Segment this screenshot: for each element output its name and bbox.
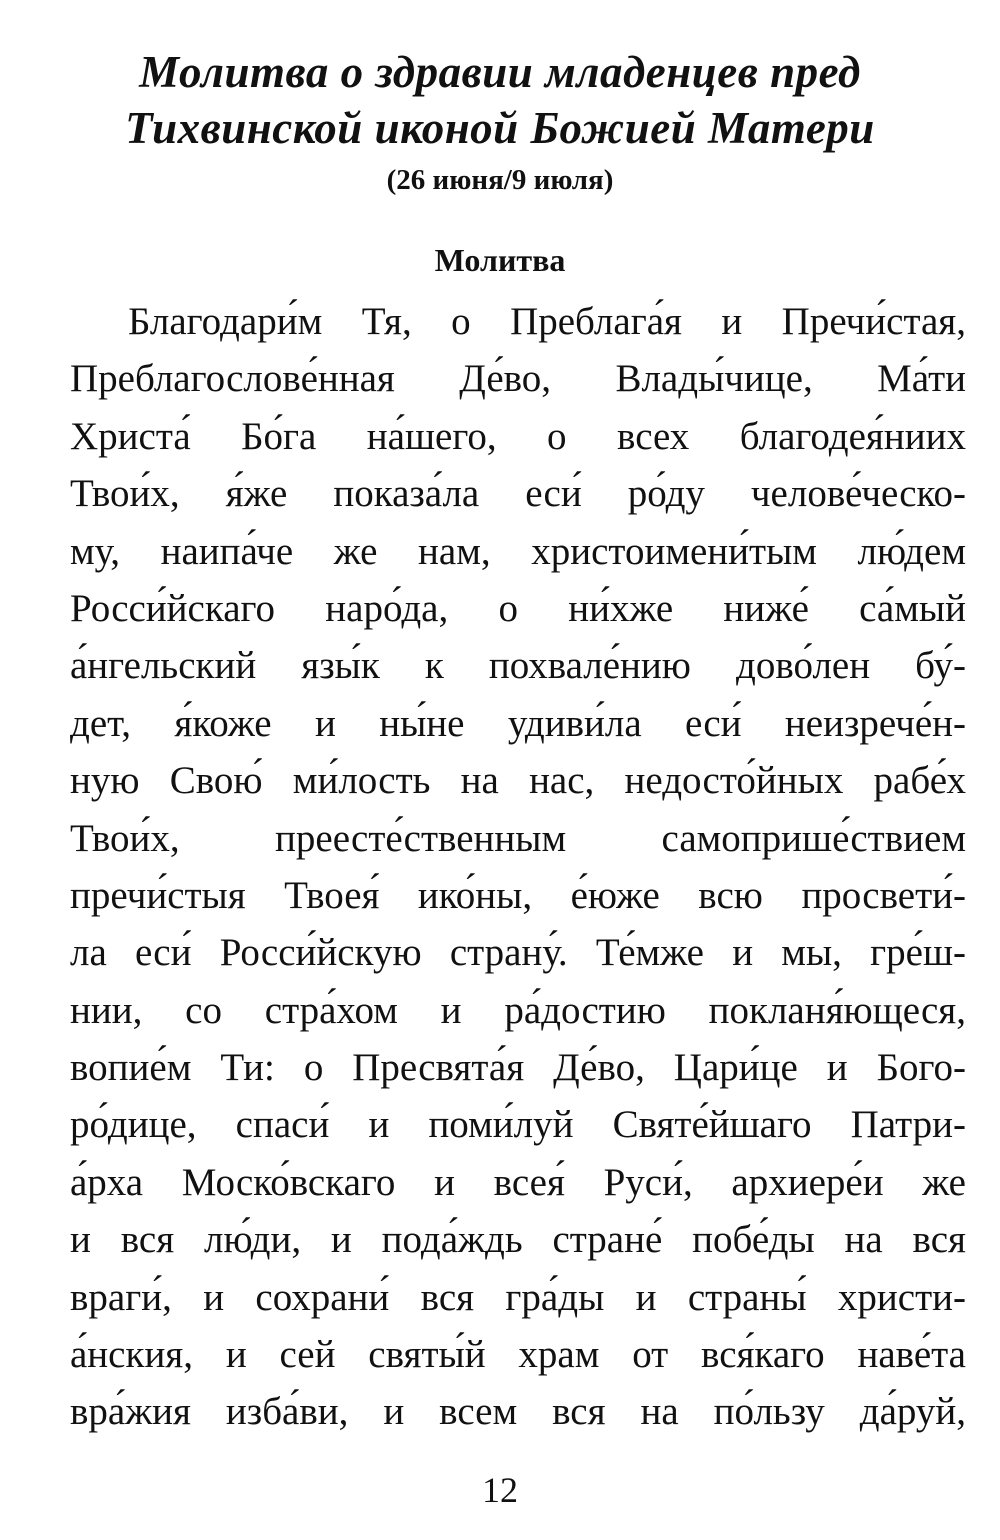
feast-date: (26 июня/9 июля) (386, 164, 614, 196)
text-line: Росси́йскаго наро́да, о ни́хже ниже́ са́мый (70, 586, 966, 630)
text-line: враги́, и сохрани́ вся гра́ды и страны́ христи- (70, 1275, 966, 1319)
text-line: а́нския, и сей святы́й храм от вся́каго наве́та (70, 1333, 966, 1377)
text-line: Благодари́м Тя, о Преблага́я и Пречи́стая, (128, 300, 966, 343)
title-line-1: Молитва о здравии младенцев пред (139, 47, 861, 97)
text-line: нии, со стра́хом и ра́достию покланя́ющеся, (70, 988, 966, 1032)
page-number: 12 (482, 1470, 518, 1510)
text-line: Христа́ Бо́га на́шего, о всех благодея́ниих (70, 414, 966, 458)
text-line: а́нгельский язы́к к похвале́нию дово́лен бу́- (70, 644, 966, 688)
text-line: пречи́стыя Твоея́ ико́ны, е́юже всю просвети́- (70, 873, 966, 917)
text-line: Твои́х, преесте́ственным самоприше́ствием (70, 816, 966, 860)
prayer-text (70, 293, 966, 1441)
text-line: вра́жия изба́ви, и всем вся на по́льзу да́руй, (70, 1390, 966, 1434)
prayer-subheading: Молитва (434, 242, 566, 278)
text-line: и вся лю́ди, и пода́ждь стране́ побе́ды на вся (70, 1218, 966, 1262)
text-line: Твои́х, я́же показа́ла еси́ ро́ду челове́ческо- (70, 472, 966, 516)
text-line: дет, я́коже и ны́не удиви́ла еси́ неизрече́н- (70, 701, 966, 745)
text-line: ную Свою́ ми́лость на нас, недосто́йных рабе́х (70, 759, 966, 803)
text-line: ро́дице, спаси́ и поми́луй Святе́йшаго Патри- (70, 1103, 966, 1147)
text-line: му, наипа́че же нам, христоимени́тым лю́дем (70, 529, 966, 573)
text-line: вопие́м Ти: о Пресвята́я Де́во, Цари́це и Бого- (70, 1046, 966, 1090)
text-line: Преблагослове́нная Де́во, Влады́чице, Ма́ти (70, 357, 966, 401)
title-line-2: Тихвинской иконой Божией Матери (125, 103, 875, 153)
text-line: а́рха Моско́вскаго и всея́ Руси́, архиере́и же (70, 1160, 966, 1204)
text-line: ла еси́ Росси́йскую страну́. Те́мже и мы, гре́ш- (70, 931, 966, 975)
